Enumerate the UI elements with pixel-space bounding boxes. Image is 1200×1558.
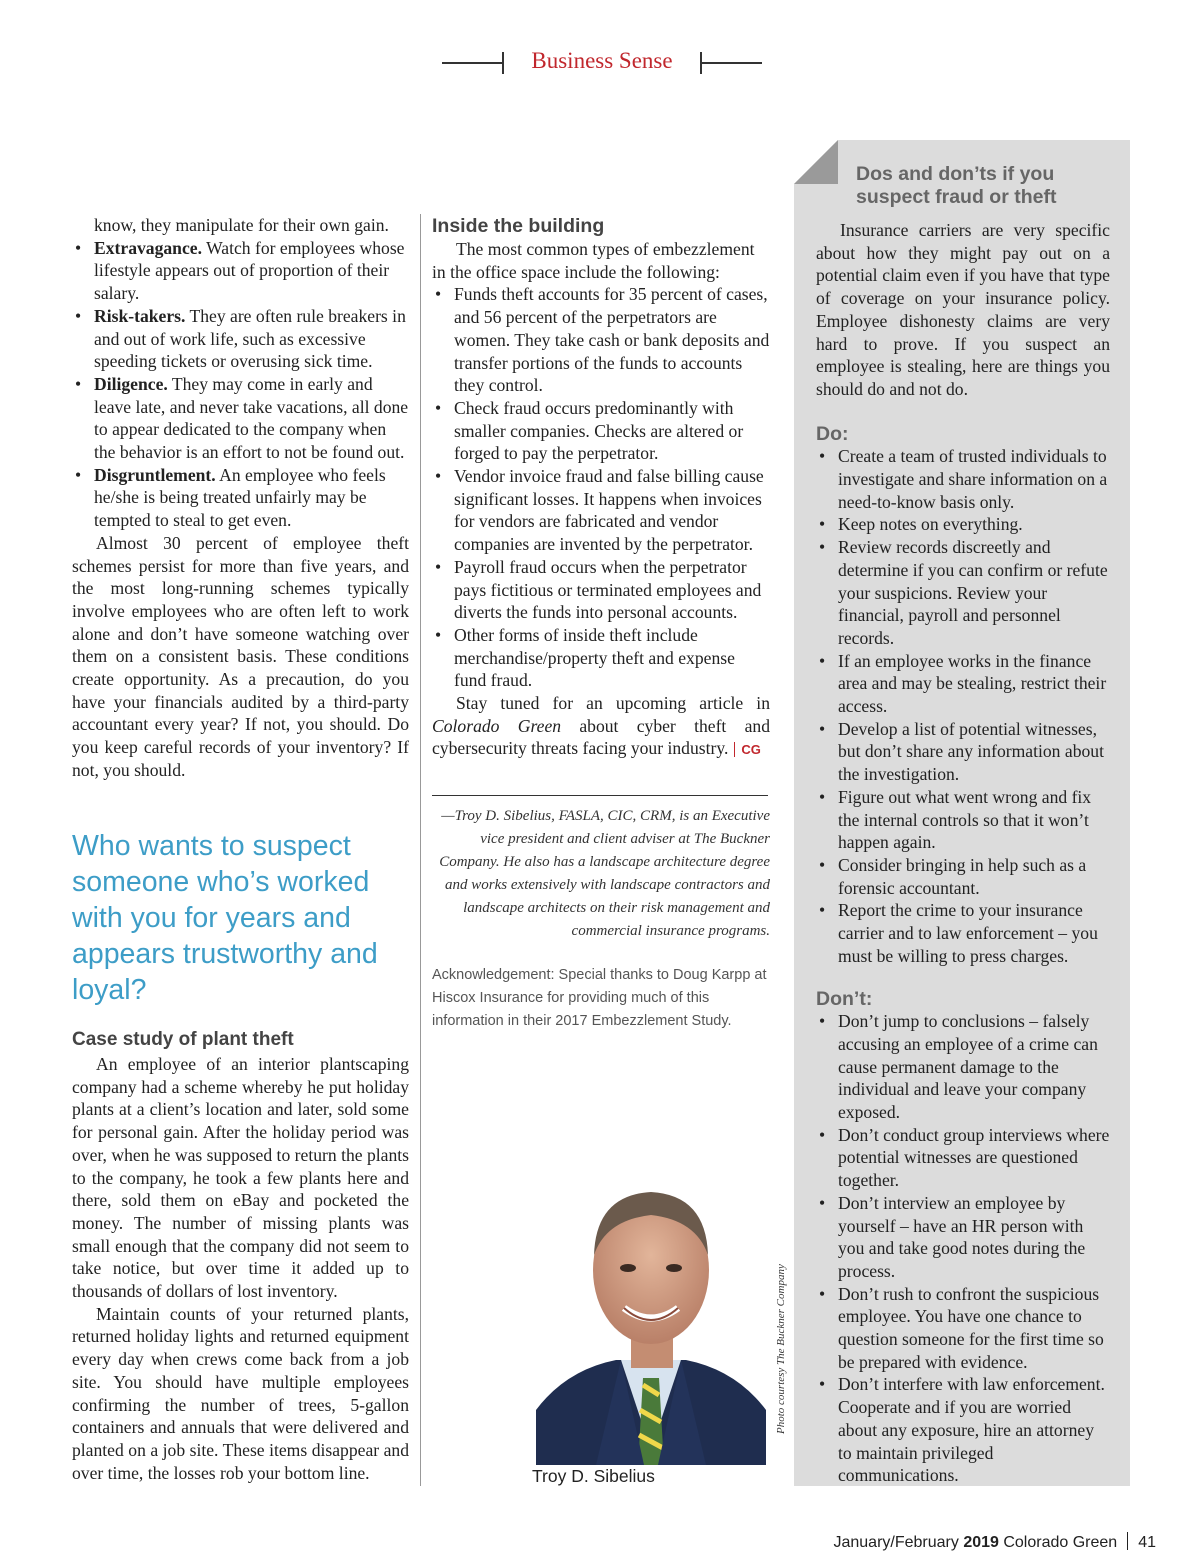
page-number: 41 xyxy=(1138,1534,1156,1551)
bio-rule xyxy=(432,795,768,796)
section-header xyxy=(0,40,1200,90)
footer-divider xyxy=(1127,1532,1128,1550)
sidebar-corner-fold xyxy=(794,140,838,184)
author-bio: —Troy D. Sibelius, FASLA, CIC, CRM, is an Executive vice president and client adviser at The Buckner Company. He also has a landscape architecture degree and works extensively with landscape contractors and landscape architects on their risk management and commercial insurance programs. xyxy=(439,808,770,939)
sidebar-title: Dos and don’ts if you suspect fraud or theft xyxy=(856,163,1057,208)
list-item: • Don’t conduct group interviews where potential witnesses are questioned together. xyxy=(816,1124,1110,1192)
footer-year: 2019 xyxy=(963,1534,999,1551)
column-1 xyxy=(72,214,409,782)
list-item: • Consider bringing in help such as a forensic accountant. xyxy=(816,854,1110,899)
end-mark: CG xyxy=(734,742,761,757)
list-item: • Don’t jump to conclusions – falsely accusing an employee of a crime can cause permanent damage to the individual and leave your company exposed. xyxy=(816,1010,1110,1124)
list-item: • Don’t interview an employee by yourself – have an HR person with you and take good notes during the process. xyxy=(816,1192,1110,1283)
body-paragraph: The most common types of embezzlement in the office space include the following: xyxy=(432,239,755,282)
sidebar-intro: Insurance carriers are very specific about how they might pay out on a potential claim even if you have that type of coverage on your insurance policy. Employee dishonesty claims are very hard to prove. If you suspect an employee is stealing, here are things you should do and not do. xyxy=(816,220,1110,399)
footer-issue: January/February xyxy=(833,1534,964,1551)
traits-list xyxy=(72,237,409,532)
body-paragraph: An employee of an interior plantscaping company had a scheme whereby he put holiday plants at a client’s location and later, sold some for personal gain. After the holiday period was over, when he was supposed to return the plants to the company, he took a few plants here and there, sold them on eBay and pocketed the money. The number of missing plants was small enough that the company did not seem to take notice, but over time it added up to thousands of dollars of lost inventory. xyxy=(72,1054,409,1302)
column-2 xyxy=(432,214,770,762)
list-item: • Payroll fraud occurs when the perpetrator pays fictitious or terminated employees and diverts the funds into personal accounts. xyxy=(432,556,770,624)
do-list xyxy=(816,445,1110,967)
list-item: • Risk-takers. They are often rule breakers in and out of work life, such as excessive speeding tickets or overusing sick time. xyxy=(72,305,409,373)
case-study-body xyxy=(72,1053,409,1484)
list-item: • Figure out what went wrong and fix the internal controls so that it won’t happen again. xyxy=(816,786,1110,854)
list-item: • Other forms of inside theft include merchandise/property theft and expense fund fraud. xyxy=(432,624,770,692)
list-item: • Review records discreetly and determine if you can confirm or refute your suspicions. Review your financial, payroll and personnel records. xyxy=(816,536,1110,650)
do-heading: Do: xyxy=(816,422,849,445)
dont-heading: Don’t: xyxy=(816,987,873,1010)
list-item: • Vendor invoice fraud and false billing cause significant losses. It happens when invoices for vendors are fabricated and vendor companies are invented by the perpetrator. xyxy=(432,465,770,556)
list-item: • Diligence. They may come in early and leave late, and never take vacations, all done to appear dedicated to the company when the behavior is an effort to not be found out. xyxy=(72,373,409,464)
lead-text: know, they manipulate for their own gain. xyxy=(94,215,389,235)
photo-caption: Troy D. Sibelius xyxy=(532,1466,655,1486)
section-title: Business Sense xyxy=(531,48,673,73)
case-study-heading: Case study of plant theft xyxy=(72,1029,294,1050)
page-footer xyxy=(833,1532,1156,1552)
body-paragraph: Almost 30 percent of employee theft schemes persist for more than five years, and the most long-running schemes typically involve employees who are often left to work alone and don’t have someone watching over them on a consistent basis. These conditions create opportunity. As a precaution, do you have your financials audited by a third-party accountant every year? If not, you should. Do you keep careful records of your inventory? If not, you should. xyxy=(72,532,409,780)
list-item: • Develop a list of potential witnesses, but don’t share any information about the investigation. xyxy=(816,718,1110,786)
list-item: • Check fraud occurs predominantly with smaller companies. Checks are altered or forged to pay the perpetrator. xyxy=(432,397,770,465)
list-item: • Funds theft accounts for 35 percent of cases, and 56 percent of the perpetrators are women. They take cash or bank deposits and transfer portions of the funds to accounts they control. xyxy=(432,283,770,397)
body-paragraph: Maintain counts of your returned plants, returned holiday lights and returned equipment every day when crews come back from a job site. You should have multiple employees confirming the number of trees, 5-gallon containers and annuals that were delivered and planted on a job site. These items disappear and over time, the losses rob your bottom line. xyxy=(72,1303,409,1483)
list-item: • Don’t rush to confront the suspicious employee. You have one chance to question someone for the first time so be prepared with evidence. xyxy=(816,1283,1110,1374)
author-photo xyxy=(536,1160,766,1465)
footer-magazine: Colorado Green xyxy=(998,1534,1118,1551)
acknowledgement: Acknowledgement: Special thanks to Doug Karpp at Hiscox Insurance for providing much of this information in their 2017 Embezzlement Study. xyxy=(432,967,767,1029)
closing-paragraph: Stay tuned for an upcoming article in Colorado Green about cyber theft and cybersecurity threats facing your industry. CG xyxy=(432,693,770,759)
list-item: • Keep notes on everything. xyxy=(816,513,1110,536)
column-divider xyxy=(420,214,421,1486)
sidebar-content xyxy=(816,219,1110,1487)
pull-quote: Who wants to suspect someone who’s worked with you for years and appears trustworthy and loyal? xyxy=(72,830,378,1006)
list-item: • Don’t interfere with law enforcement. Cooperate and if you are worried about any exposure, hire an attorney to maintain privileged communications. xyxy=(816,1373,1110,1487)
inside-building-heading: Inside the building xyxy=(432,215,605,237)
list-item: • Extravagance. Watch for employees whose lifestyle appears out of proportion of their salary. xyxy=(72,237,409,305)
photo-credit: Photo courtesy The Buckner Company xyxy=(775,1264,787,1434)
list-item: • Disgruntlement. An employee who feels he/she is being treated unfairly may be tempted to steal to get even. xyxy=(72,464,409,532)
header-rule-left xyxy=(442,62,502,64)
list-item: • Create a team of trusted individuals to investigate and share information on a need-to-know basis only. xyxy=(816,445,1110,513)
embezzlement-list xyxy=(432,283,770,692)
dont-list xyxy=(816,1010,1110,1487)
header-rule-right xyxy=(702,62,762,64)
list-item: • If an employee works in the finance area and may be stealing, restrict their access. xyxy=(816,650,1110,718)
list-item: • Report the crime to your insurance carrier and to law enforcement – you must be willing to press charges. xyxy=(816,899,1110,967)
